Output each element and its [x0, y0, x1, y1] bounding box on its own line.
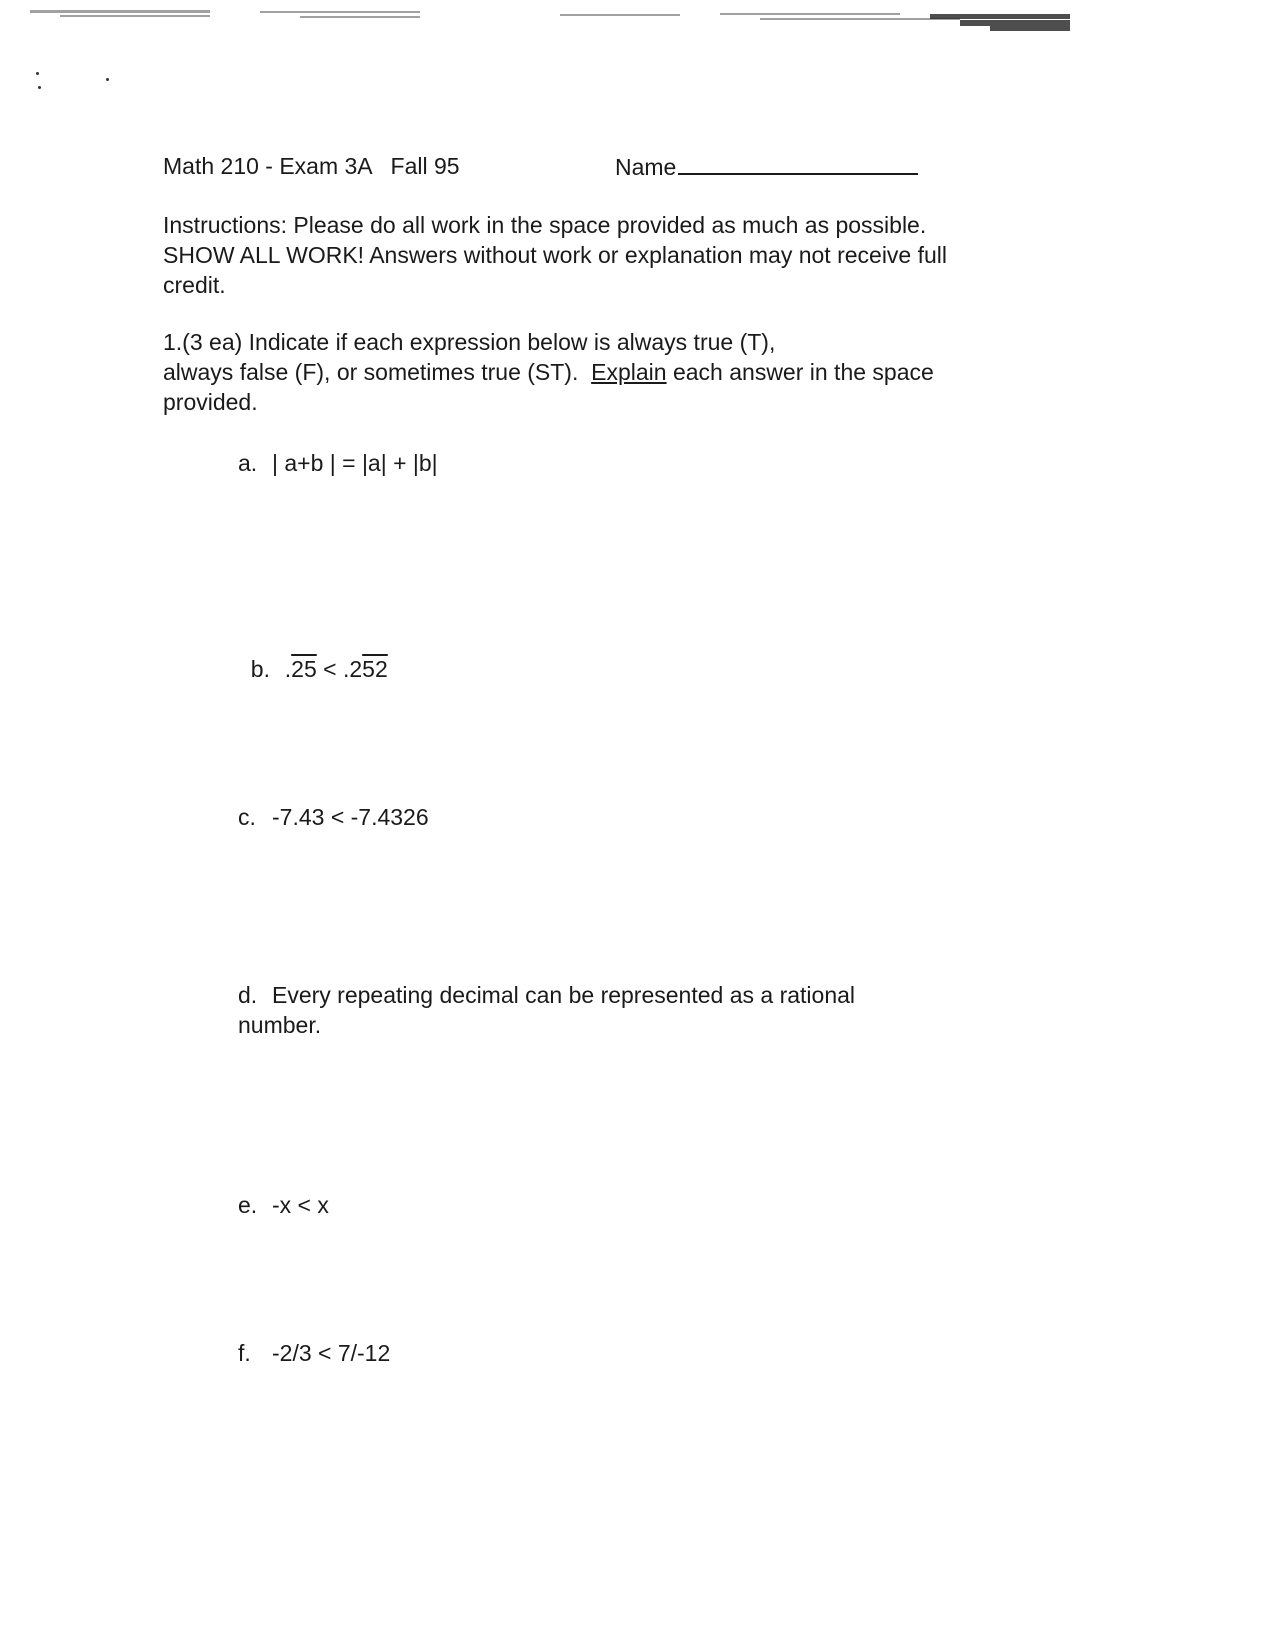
question-1-prompt [163, 327, 1063, 417]
item-letter: e. [238, 1192, 258, 1218]
item-letter: f. [238, 1340, 251, 1366]
explain-underlined: Explain [591, 359, 667, 385]
item-letter: c. [238, 804, 256, 830]
item-expression-part: < .2 [316, 656, 363, 682]
item-expression: -7.43 < -7.4326 [272, 804, 429, 830]
item-letter: d. [238, 982, 258, 1008]
item-expression: | a+b | = |a| + |b| [272, 450, 438, 476]
item-letter: a. [238, 450, 258, 476]
item-expression: -2/3 < 7/-12 [272, 1340, 391, 1366]
repeating-digits: 52 [362, 656, 388, 682]
instructions [163, 210, 1063, 300]
name-field [615, 151, 918, 182]
question-item-a [238, 448, 438, 478]
item-expression: -x < x [272, 1192, 329, 1218]
prompt-line: provided. [163, 389, 258, 415]
question-item-b [238, 624, 388, 684]
item-expression-part: . [284, 656, 292, 682]
instructions-line: Instructions: Please do all work in the space provided as much as possible. [163, 212, 927, 238]
scan-noise-strip [0, 0, 1280, 60]
repeating-digits: 25 [291, 656, 317, 682]
exam-title: Math 210 - Exam 3A Fall 95 [163, 153, 460, 179]
instructions-line: credit. [163, 272, 226, 298]
instructions-line: SHOW ALL WORK! Answers without work or explanation may not receive full [163, 242, 948, 268]
name-label: Name [615, 154, 677, 180]
question-item-f [238, 1338, 390, 1368]
item-letter: b. [250, 656, 270, 682]
prompt-line: 1.(3 ea) Indicate if each expression below is always true (T), [163, 329, 776, 355]
speck [38, 86, 41, 89]
question-item-c [238, 802, 429, 832]
speck [106, 78, 109, 81]
prompt-text: each answer in the space [666, 359, 934, 385]
question-item-d [238, 980, 938, 1040]
name-blank-line [678, 151, 918, 175]
item-statement: Every repeating decimal can be represented as a rational [272, 982, 856, 1008]
speck [36, 72, 39, 75]
item-statement: number. [238, 1012, 322, 1038]
question-item-e [238, 1190, 329, 1220]
prompt-text: always false (F), or sometimes true (ST). [163, 359, 592, 385]
prompt-line [163, 357, 1063, 387]
